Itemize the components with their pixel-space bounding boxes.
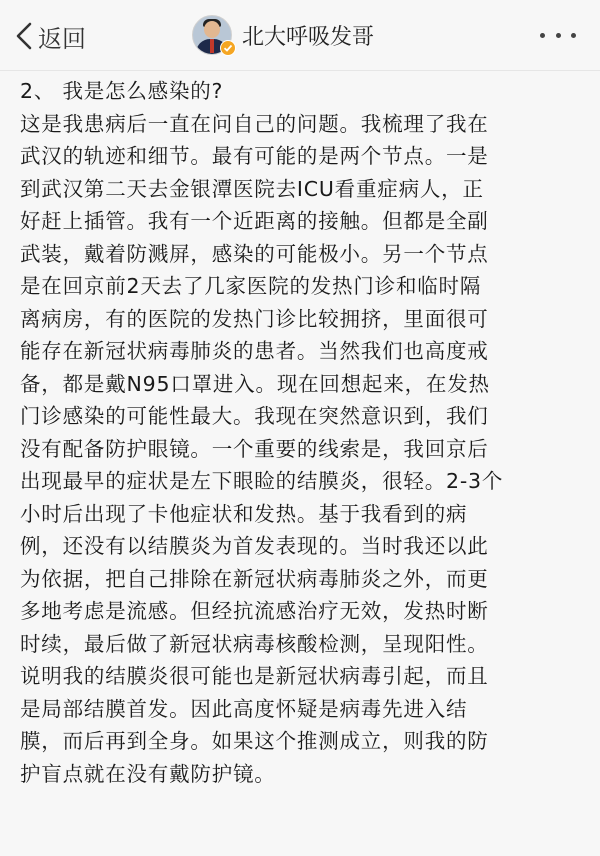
post-text-line: 小时后出现了卡他症状和发热。基于我看到的病 (20, 501, 468, 526)
post-text-line: 出现最早的症状是左下眼睑的结膜炎，很轻。2-3个 (20, 469, 504, 493)
post-text-line: 是在回京前2天去了几家医院的发热门诊和临时隔 (20, 274, 482, 298)
post-text-line: 武汉的轨迹和细节。最有可能的是两个节点。一是 (20, 144, 489, 168)
post-text-line: 离病房，有的医院的发热门诊比较拥挤，里面很可 (20, 306, 489, 331)
post-text-line: 这是我患病后一直在问自己的问题。我梳理了我在 (20, 111, 489, 136)
more-dots-icon (540, 33, 545, 38)
top-navigation-bar (0, 0, 600, 71)
verified-badge-icon (220, 40, 236, 56)
post-text-line: 能存在新冠状病毒肺炎的患者。当然我们也高度戒 (20, 339, 489, 363)
post-text-line: 是局部结膜首发。因此高度怀疑是病毒先进入结 (20, 696, 468, 721)
post-text-line: 例，还没有以结膜炎为首发表现的。当时我还以此 (20, 534, 489, 558)
chevron-left-icon (14, 21, 34, 51)
post-text-line: 好赶上插管。我有一个近距离的接触。但都是全副 (20, 209, 489, 233)
more-options-button[interactable] (540, 26, 576, 44)
post-text-line: 为依据，把自己排除在新冠状病毒肺炎之外，而更 (20, 566, 489, 591)
back-label: 返回 (38, 24, 86, 53)
post-text-line: 时续，最后做了新冠状病毒核酸检测，呈现阳性。 (20, 631, 489, 656)
post-text-line: 膜，而后再到全身。如果这个推测成立，则我的防 (20, 729, 489, 753)
post-text-line: 2、 我是怎么感染的? (20, 79, 224, 103)
post-text-line: 没有配备防护眼镜。一个重要的线索是，我回京后 (20, 436, 489, 461)
post-text-line: 说明我的结膜炎很可能也是新冠状病毒引起，而且 (20, 664, 489, 688)
post-body (20, 75, 585, 790)
account-name[interactable]: 北大呼吸发哥 (242, 24, 375, 50)
post-text-line: 到武汉第二天去金银潭医院去ICU看重症病人，正 (20, 176, 484, 201)
post-text-line: 武装，戴着防溅屏，感染的可能极小。另一个节点 (20, 241, 489, 266)
post-text-line: 门诊感染的可能性最大。我现在突然意识到，我们 (20, 404, 489, 428)
post-text-line: 备，都是戴N95口罩进入。现在回想起来，在发热 (20, 371, 490, 396)
back-button[interactable] (14, 18, 86, 54)
post-text-line: 护盲点就在没有戴防护镜。 (20, 761, 276, 786)
post-text-line: 多地考虑是流感。但经抗流感治疗无效，发热时断 (20, 599, 489, 623)
